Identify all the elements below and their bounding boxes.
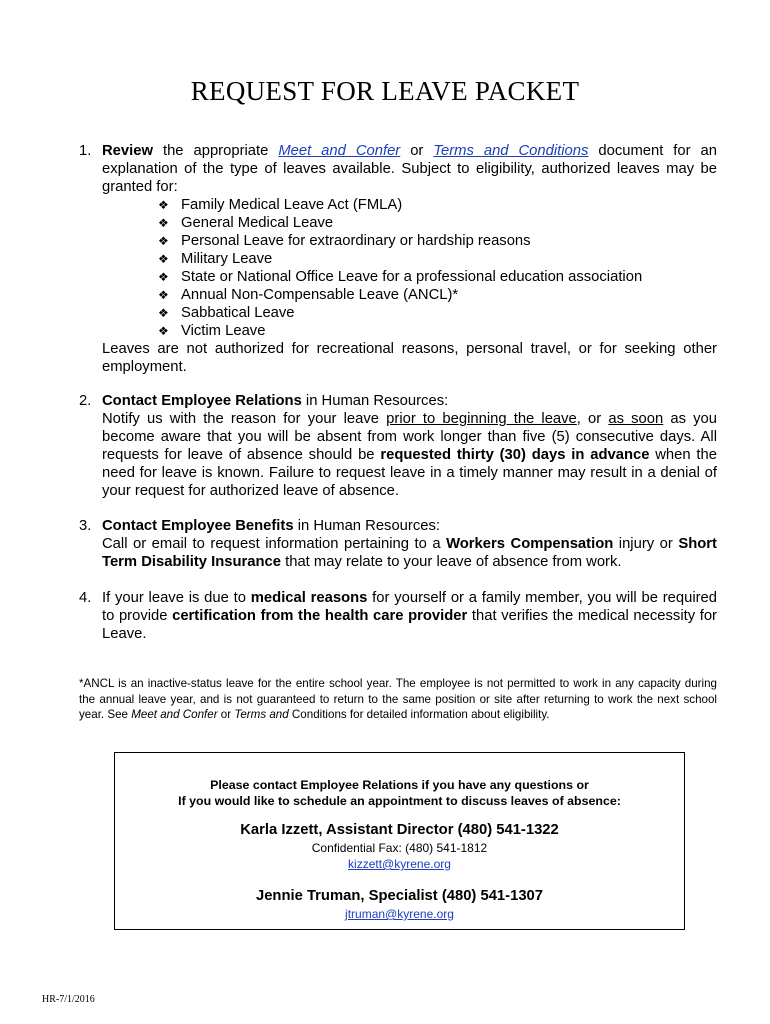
employee-benefits-heading xyxy=(102,517,717,535)
diamond-bullet-icon: ❖ xyxy=(158,306,169,320)
review-text-1: the appropriate xyxy=(153,143,279,159)
contact-intro-line-1: Please contact Employee Relations if you have any questions or xyxy=(210,778,589,792)
diamond-bullet-icon: ❖ xyxy=(158,234,169,248)
item-number: 3. xyxy=(79,518,92,534)
med-bold-1: medical reasons xyxy=(250,590,368,606)
eb-text-1: Call or email to request information pertaining to a xyxy=(102,536,447,552)
item-number: 1. xyxy=(79,143,92,159)
list-item-label: Victim Leave xyxy=(181,323,266,339)
section-review xyxy=(79,142,717,376)
list-item-label: Annual Non-Compensable Leave (ANCL)* xyxy=(181,287,459,303)
er-text-2: , or xyxy=(576,411,609,427)
employee-benefits-lead-rest: in Human Resources: xyxy=(293,518,440,534)
meet-and-confer-link[interactable]: Meet and Confer xyxy=(278,143,401,159)
employee-benefits-paragraph xyxy=(102,535,717,571)
eb-text-2: injury or xyxy=(613,536,679,552)
diamond-bullet-icon: ❖ xyxy=(158,198,169,212)
contact-intro xyxy=(115,777,684,809)
list-item-label: Family Medical Leave Act (FMLA) xyxy=(181,197,403,213)
section-employee-relations xyxy=(79,392,717,500)
contact-fax: Confidential Fax: (480) 541-1812 xyxy=(311,841,488,855)
contact-box xyxy=(114,752,685,930)
contact-name-truman: Jennie Truman, Specialist (480) 541-1307 xyxy=(255,888,544,904)
ancl-footnote xyxy=(79,676,717,723)
terms-and-conditions-link[interactable]: Terms and Conditions xyxy=(433,143,589,159)
er-text-1: Notify us with the reason for your leave xyxy=(102,411,387,427)
er-text-4: when the need for leave is known. Failure to request leave in a timely manner may result in a denial of your request for authorized leave of absence. xyxy=(102,447,717,499)
employee-benefits-lead: Contact Employee Benefits xyxy=(102,518,294,534)
er-text-3: as you become aware that you will be absent from work longer than five (5) consecutive days. All requests for leave of absence should be xyxy=(102,411,717,463)
list-item-label: Personal Leave for extraordinary or hardship reasons xyxy=(181,233,531,249)
diamond-bullet-icon: ❖ xyxy=(158,288,169,302)
review-text-3: document for an explanation of the type of leaves available. Subject to eligibility, authorized leaves may be granted for: xyxy=(102,143,717,195)
er-bold-1: requested thirty (30) days in advance xyxy=(380,447,650,463)
list-item-label: State or National Office Leave for a professional education association xyxy=(181,269,643,285)
item-number: 4. xyxy=(79,590,92,606)
diamond-bullet-icon: ❖ xyxy=(158,216,169,230)
list-item xyxy=(158,322,717,340)
note-text-1: *ANCL is an inactive-status leave for the entire school year. The employee is not permitted to work in any capacity during the annual leave year, and is not guaranteed to return to the same position or site after returning to work the next school year. See xyxy=(79,677,717,722)
review-closing: Leaves are not authorized for recreational reasons, personal travel, or for seeking other employment. xyxy=(102,341,717,375)
section-medical xyxy=(79,589,717,643)
med-text-1: If your leave is due to xyxy=(102,590,251,606)
er-underline-1: prior to beginning the leave xyxy=(386,411,577,427)
diamond-bullet-icon: ❖ xyxy=(158,270,169,284)
list-item xyxy=(158,250,717,268)
list-item xyxy=(158,286,717,304)
note-text-2: or xyxy=(217,708,235,722)
list-item-label: Sabbatical Leave xyxy=(181,305,295,321)
med-text-2: for yourself or a family member, you will be required to provide xyxy=(102,590,717,624)
employee-relations-paragraph xyxy=(102,410,717,500)
note-italic-1: Meet and Confer xyxy=(131,708,218,722)
review-paragraph xyxy=(102,142,717,196)
employee-relations-lead: Contact Employee Relations xyxy=(102,393,302,409)
contact-email-line xyxy=(115,856,684,872)
leave-types-list xyxy=(102,196,717,340)
review-text-2: or xyxy=(400,143,434,159)
contact-intro-line-2: If you would like to schedule an appointment to discuss leaves of absence: xyxy=(178,794,621,808)
note-italic-2: Terms and xyxy=(234,708,289,722)
employee-relations-heading xyxy=(102,392,717,410)
eb-bold-2: Short Term Disability Insurance xyxy=(102,536,717,570)
list-item-label: General Medical Leave xyxy=(181,215,334,231)
email-link-izzett[interactable]: kizzett@kyrene.org xyxy=(348,857,451,871)
med-text-3: that verifies the medical necessity for Leave. xyxy=(102,608,717,642)
diamond-bullet-icon: ❖ xyxy=(158,252,169,266)
form-code: HR-7/1/2016 xyxy=(42,994,95,1005)
medical-paragraph xyxy=(102,589,717,643)
list-item xyxy=(158,232,717,250)
med-bold-2: certification from the health care provider xyxy=(172,608,468,624)
list-item xyxy=(158,196,717,214)
note-text-3: Conditions for detailed information about eligibility. xyxy=(288,708,550,722)
page-title: REQUEST FOR LEAVE PACKET xyxy=(190,76,580,106)
contact-name-izzett: Karla Izzett, Assistant Director (480) 541-1322 xyxy=(240,822,559,838)
contact-email-line xyxy=(115,906,684,922)
section-employee-benefits xyxy=(79,517,717,571)
item-number: 2. xyxy=(79,393,92,409)
list-item-label: Military Leave xyxy=(181,251,273,267)
employee-relations-lead-rest: in Human Resources: xyxy=(301,393,449,409)
eb-bold-1: Workers Compensation xyxy=(446,536,614,552)
email-link-truman[interactable]: jtruman@kyrene.org xyxy=(345,907,454,921)
diamond-bullet-icon: ❖ xyxy=(158,324,169,338)
eb-text-3: that may relate to your leave of absence from work. xyxy=(281,554,622,570)
er-underline-2: as soon xyxy=(608,411,664,427)
list-item xyxy=(158,268,717,286)
review-lead: Review xyxy=(102,143,153,159)
list-item xyxy=(158,214,717,232)
list-item xyxy=(158,304,717,322)
